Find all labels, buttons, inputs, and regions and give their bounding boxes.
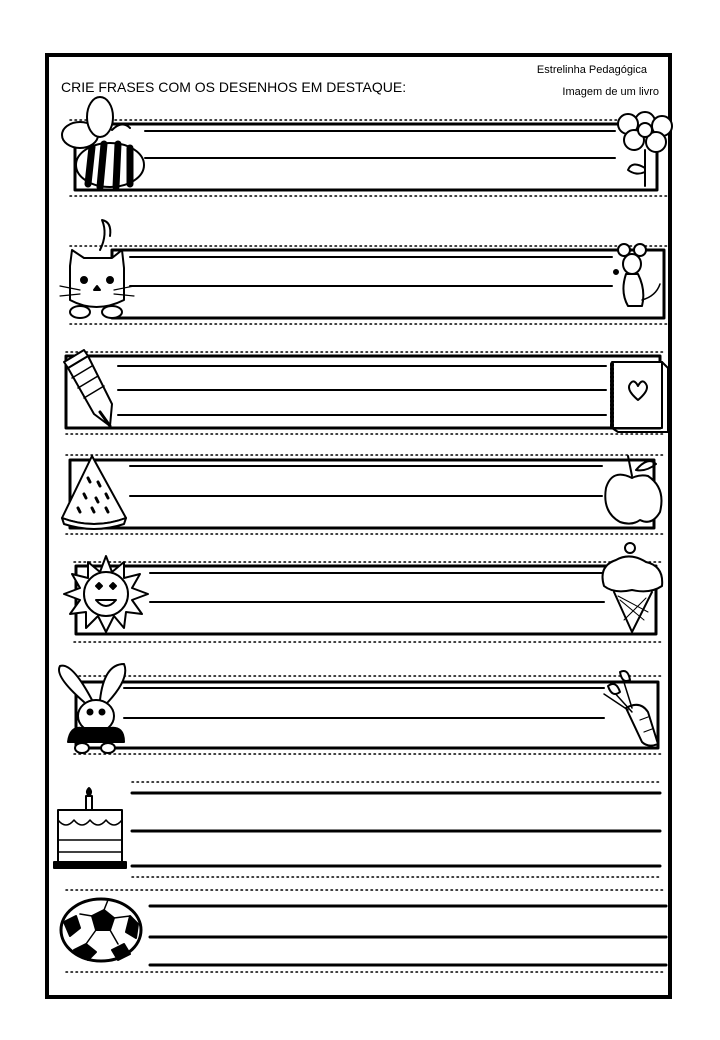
cat-icon (60, 220, 134, 318)
worksheet-title: CRIE FRASES COM OS DESENHOS EM DESTAQUE: (61, 79, 407, 95)
pencil-icon (64, 350, 112, 426)
apple-icon (605, 456, 661, 524)
ice-cream-cone-icon (603, 543, 663, 632)
writing-row-7 (132, 782, 660, 877)
writing-row-4 (66, 455, 664, 534)
watermelon-slice-icon (62, 456, 126, 529)
credit-source: Imagem de um livro (562, 86, 659, 98)
birthday-cake-icon (54, 788, 126, 868)
flower-icon (618, 112, 672, 186)
rabbit-icon (59, 664, 125, 753)
book-icon (612, 362, 668, 432)
writing-row-6 (74, 676, 664, 754)
soccer-ball-icon (61, 899, 141, 961)
writing-row-8 (66, 890, 666, 972)
credit-author: Estrelinha Pedagógica (536, 64, 647, 76)
mouse-icon (614, 244, 660, 306)
writing-row-1 (70, 120, 668, 196)
writing-row-3 (66, 352, 664, 434)
writing-row-2 (70, 246, 668, 324)
writing-row-5 (74, 562, 664, 642)
